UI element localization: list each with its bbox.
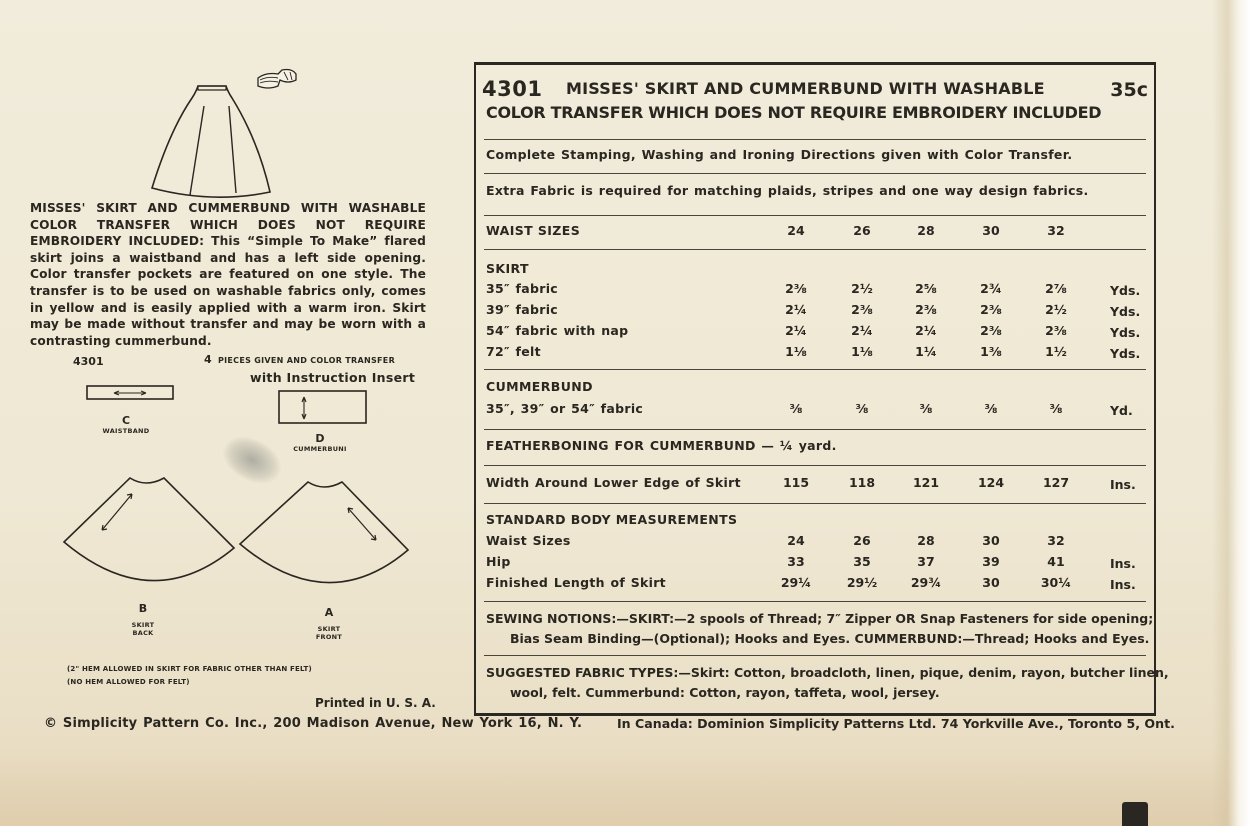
table-cell: ⅜ [855,401,869,416]
extra-fabric-note: Extra Fabric is required for matching plaids, stripes and one way design fabrics. [486,183,1089,198]
unit-label: Yd. [1110,403,1133,418]
hem-note-felt: (NO HEM ALLOWED FOR FELT) [67,678,190,686]
table-cell: 1⅛ [851,344,873,359]
printed-in: Printed in U. S. A. [315,696,436,710]
row-label: Finished Length of Skirt [486,575,666,590]
description-lead: MISSES' SKIRT AND CUMMERBUND WITH WASHABLE COLOR TRANSFER WHICH DOES NOT REQUIRE EMBROIDERY INCLUDED: [30,201,426,249]
table-cell: 41 [1047,554,1065,569]
table-cell: 1¼ [915,344,937,359]
skirt-front-piece-diagram [238,478,414,588]
row-label: Width Around Lower Edge of Skirt [486,475,741,490]
piece-label-a: A SKIRT FRONT [315,606,343,641]
envelope-fold [1212,0,1250,826]
size-header-cell: 32 [1047,223,1065,238]
table-cell: 2½ [851,281,873,296]
divider [484,429,1146,430]
row-label: 39″ fabric [486,302,559,317]
table-cell: 115 [782,475,810,490]
unit-label: Yds. [1110,325,1141,340]
table-cell: 2⅞ [1045,281,1067,296]
suggested-fabrics: SUGGESTED FABRIC TYPES:—Skirt: Cotton, broadcloth, linen, pique, denim, rayon, butcher linen, wool, felt. Cummerbund: Cotton, rayon, taffeta, wool, jersey. [486,665,1169,700]
piece-label-d: D CUMMERBUNI [293,432,347,453]
divider [484,173,1146,174]
table-cell: 29¼ [780,575,812,590]
table-cell: 37 [917,554,935,569]
divider [484,139,1146,140]
sewing-notions: SEWING NOTIONS:—SKIRT:—2 spools of Thread; 7″ Zipper OR Snap Fasteners for side opening; Bias Seam Binding—(Optional); Hooks and Eyes. CUMMERBUND:—Thread; Hooks and Eyes. [486,611,1154,646]
table-cell: 26 [853,533,871,548]
row-label: 72″ felt [486,344,541,359]
stamping-note: Complete Stamping, Washing and Ironing Directions given with Color Transfer. [486,147,1073,162]
size-header-cell: 24 [787,223,805,238]
row-label: 35″, 39″ or 54″ fabric [486,401,644,416]
table-cell: 29½ [846,575,878,590]
table-cell: 2⅜ [980,302,1002,317]
table-cell: 30¼ [1040,575,1072,590]
table-cell: 32 [1047,533,1065,548]
description-body: This “Simple To Make” flared skirt joins a waistband and has a left side opening. Color transfer pockets are featured on one style. The transfer is to be used on washable fabrics only, comes in yellow and is easily applied with a warm iron. Skirt may be made without transfer and may be worn with a contrasting cummerbund. [30,234,426,348]
waist-sizes-header: WAIST SIZES [486,223,581,238]
yardage-chart-box [474,62,1169,716]
unit-label: Ins. [1110,477,1136,492]
size-header-cell: 28 [917,223,935,238]
box-title-line-1: MISSES' SKIRT AND CUMMERBUND WITH WASHABLE [566,79,1045,98]
paper-stain [0,750,1250,826]
table-cell: 2⅜ [980,323,1002,338]
table-cell: 2¼ [851,323,873,338]
piece-label-b: B SKIRT BACK [131,602,155,637]
divider [484,465,1146,466]
table-cell: 2⅝ [915,281,937,296]
table-cell: 30 [982,533,1000,548]
row-label: Waist Sizes [486,533,571,548]
divider [484,249,1146,250]
cummerbund-piece-diagram [278,389,370,425]
pattern-description [30,200,426,349]
divider [484,655,1146,656]
copyright-line: © Simplicity Pattern Co. Inc., 200 Madison Avenue, New York 16, N. Y. [44,716,583,731]
table-cell: ⅜ [789,401,803,416]
featherboning-note: FEATHERBONING FOR CUMMERBUND — ¼ yard. [486,438,837,453]
row-label: Hip [486,554,511,569]
table-cell: 2⅜ [1045,323,1067,338]
table-cell: 2¼ [785,323,807,338]
table-cell: 2⅜ [915,302,937,317]
table-cell: 1⅜ [980,344,1002,359]
unit-label: Yds. [1110,304,1141,319]
table-cell: 29¾ [910,575,942,590]
table-cell: 2¾ [980,281,1002,296]
cummerbund-heading: CUMMERBUND [486,379,593,394]
table-cell: 127 [1042,475,1070,490]
price: 35c [1110,79,1148,101]
piece-label-c: C WAISTBAND [102,414,150,435]
divider [484,601,1146,602]
table-cell: 33 [787,554,805,569]
instruction-insert-note: with Instruction Insert [250,370,416,385]
table-cell: 2⅜ [851,302,873,317]
box-pattern-number: 4301 [482,77,543,101]
body-measurements-heading: STANDARD BODY MEASUREMENTS [486,512,738,527]
table-cell: 2¼ [915,323,937,338]
table-cell: 2¼ [785,302,807,317]
canada-address: In Canada: Dominion Simplicity Patterns Ltd. 74 Yorkville Ave., Toronto 5, Ont. [617,716,1175,731]
table-cell: 28 [917,533,935,548]
divider [484,369,1146,370]
divider [484,503,1146,504]
skirt-back-piece-diagram [62,474,242,584]
envelope-tab-mark [1122,802,1148,826]
table-cell: 1⅛ [785,344,807,359]
table-cell: 118 [848,475,876,490]
table-cell: ⅜ [919,401,933,416]
table-cell: 30 [982,575,1000,590]
waistband-piece-diagram [86,384,176,404]
hem-note-fabric: (2" HEM ALLOWED IN SKIRT FOR FABRIC OTHER THAN FELT) [67,665,312,673]
unit-label: Yds. [1110,283,1141,298]
table-cell: 24 [787,533,805,548]
skirt-heading: SKIRT [486,261,529,276]
table-cell: 2½ [1045,302,1067,317]
pieces-text: PIECES GIVEN AND COLOR TRANSFER [217,356,396,365]
table-cell: ⅜ [984,401,998,416]
pieces-given [204,353,395,366]
divider [484,215,1146,216]
skirt-illustration [140,80,300,200]
unit-label: Ins. [1110,577,1136,592]
pieces-count: 4 [204,353,212,366]
pattern-number: 4301 [73,355,104,368]
table-cell: 1½ [1045,344,1067,359]
unit-label: Yds. [1110,346,1141,361]
table-cell: 2⅜ [785,281,807,296]
table-cell: 124 [977,475,1005,490]
box-title-line-2: COLOR TRANSFER WHICH DOES NOT REQUIRE EMBROIDERY INCLUDED [486,103,1102,122]
size-header-cell: 30 [982,223,1000,238]
table-cell: 121 [912,475,940,490]
table-cell: 35 [853,554,871,569]
unit-label: Ins. [1110,556,1136,571]
row-label: 35″ fabric [486,281,559,296]
size-header-cell: 26 [853,223,871,238]
table-cell: ⅜ [1049,401,1063,416]
cummerbund-sketch-icon [252,66,302,96]
row-label: 54″ fabric with nap [486,323,629,338]
table-cell: 39 [982,554,1000,569]
